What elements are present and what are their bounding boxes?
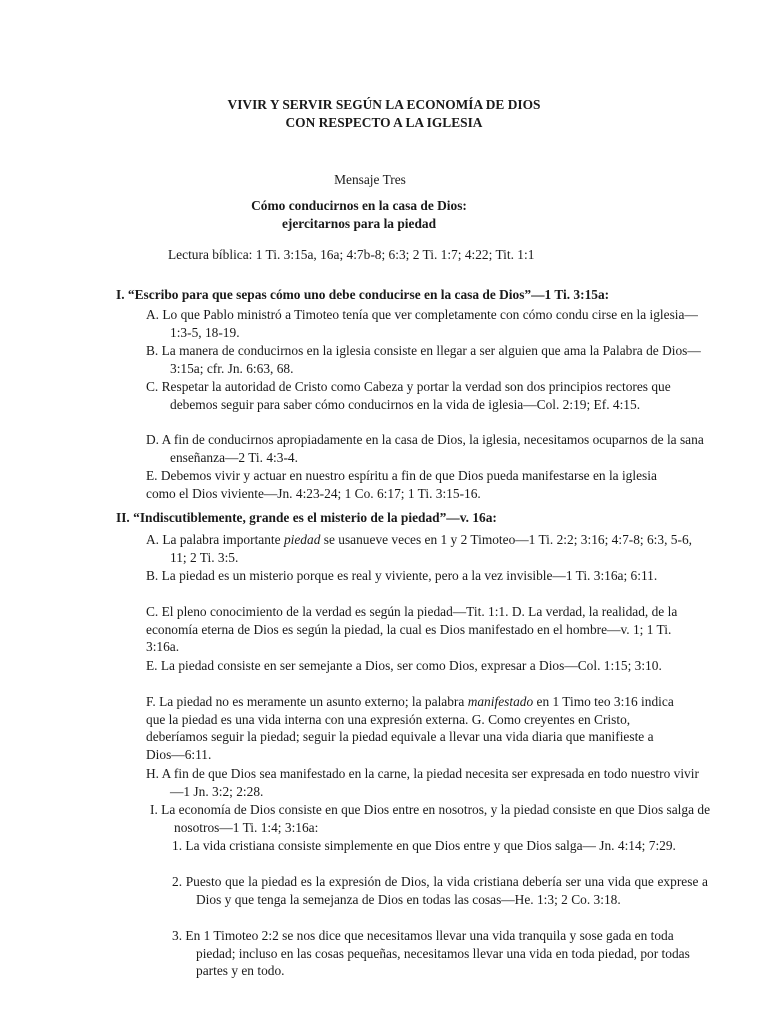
- scripture-reading: Lectura bíblica: 1 Ti. 3:15a, 16a; 4:7b-8; 6:3; 2 Ti. 1:7; 4:22; Tit. 1:1: [168, 247, 535, 262]
- section-2-item-a-post: se usanueve veces en 1 y 2 Timoteo—1 Ti. 2:2; 3:16; 4:7-8; 6:3, 5-6, 11; 2 Ti. 3:5.: [170, 532, 692, 565]
- section-2-item-a-pre: A. La palabra importante: [146, 532, 284, 547]
- section-2-item-e: E. La piedad consiste en ser semejante a Dios, ser como Dios, expresar a Dios—Col. 1:15; 3:10.: [146, 658, 662, 673]
- section-2-item-i: I. La economía de Dios consiste en que Dios entre en nosotros, y la piedad consiste en que Dios salga de nosotros—1 Ti. 1:4; 3:16a:: [150, 802, 711, 835]
- section-2-item-fg-post: en 1 Timo teo 3:16 indica que la piedad es una vida interna con una expresión externa. G. Como creyentes en Cristo, deberíamos seguir la piedad; seguir la piedad equivale a llevar una vida diaria que manifieste a Dios—6:11.: [146, 694, 674, 762]
- message-number: Mensaje Tres: [334, 172, 406, 187]
- section-2-item-i-3: 3. En 1 Timoteo 2:2 se nos dice que necesitamos llevar una vida tranquila y sose gada en toda piedad; incluso en las cosas pequeñas, necesitamos llevar una vida en toda piedad, por todas partes y en todo.: [172, 928, 690, 979]
- subtitle-line-2: ejercitarnos para la piedad: [281, 216, 437, 231]
- section-2-item-a-emphasis: piedad: [283, 532, 321, 547]
- section-2-item-cd: C. El pleno conocimiento de la verdad es según la piedad—Tit. 1:1. D. La verdad, la realidad, de la economía eterna de Dios es según la piedad, la cual es Dios manifestado en el hombre—v. 1; 1 Ti. 3:16a.: [146, 604, 678, 655]
- section-2-heading: II. “Indiscutiblemente, grande es el misterio de la piedad”—v. 16a:: [116, 510, 497, 525]
- section-2-item-fg-pre: F. La piedad no es meramente un asunto externo; la palabra: [146, 694, 468, 709]
- message-subtitle: [160, 197, 558, 233]
- section-1-item-d: D. A fin de conducirnos apropiadamente en la casa de Dios, la iglesia, necesitamos ocuparnos de la sana enseñanza—2 Ti. 4:3-4.: [146, 432, 704, 465]
- subtitle-line-1: Cómo conducirnos en la casa de Dios:: [251, 198, 467, 213]
- title-line-1: VIVIR Y SERVIR SEGÚN LA ECONOMÍA DE DIOS: [227, 97, 541, 112]
- section-1-item-b: B. La manera de conducirnos en la iglesia consiste en llegar a ser alguien que ama la Palabra de Dios—3:15a; cfr. Jn. 6:63, 68.: [146, 343, 701, 376]
- section-1-item-c: C. Respetar la autoridad de Cristo como Cabeza y portar la verdad son dos principios rectores que debemos seguir para saber cómo conducirnos en la vida de iglesia—Col. 2:19; Ef. 4:15.: [146, 379, 671, 412]
- title-line-2: CON RESPECTO A LA IGLESIA: [285, 115, 483, 130]
- section-2-item-h: H. A fin de que Dios sea manifestado en la carne, la piedad necesita ser expresada en todo nuestro vivir—1 Jn. 3:2; 2:28.: [146, 766, 699, 799]
- section-1-item-e-text: E. Debemos vivir y actuar en nuestro espíritu a fin de que Dios pueda manifestarse en la iglesia como el Dios viviente—Jn. 4:23-24; 1 Co. 6:17; 1 Ti. 3:15-16.: [146, 468, 657, 501]
- section-2-item-b: B. La piedad es un misterio porque es real y viviente, pero a la vez invisible—1 Ti. 3:16a; 6:11.: [146, 568, 658, 583]
- section-2-item-i-1: 1. La vida cristiana consiste simplemente en que Dios entre y que Dios salga— Jn. 4:14; 7:29.: [172, 838, 676, 853]
- document-title: [120, 96, 648, 132]
- section-2-item-fg-emphasis: manifestado: [467, 694, 534, 709]
- section-2-item-i-2: 2. Puesto que la piedad es la expresión de Dios, la vida cristiana debería ser una vida que exprese a Dios y que tenga la semejanza de Dios en todas las cosas—He. 1:3; 2 Co. 3:18.: [172, 874, 708, 907]
- section-2-item-fg: [146, 693, 682, 763]
- section-1-item-e: [146, 467, 686, 502]
- section-1-item-a: A. Lo que Pablo ministró a Timoteo tenía que ver completamente con cómo condu cirse en la iglesia—1:3-5, 18-19.: [146, 307, 698, 340]
- section-1-heading: I. “Escribo para que sepas cómo uno debe conducirse en la casa de Dios”—1 Ti. 3:15a:: [116, 287, 610, 302]
- section-2-item-a: [146, 531, 710, 566]
